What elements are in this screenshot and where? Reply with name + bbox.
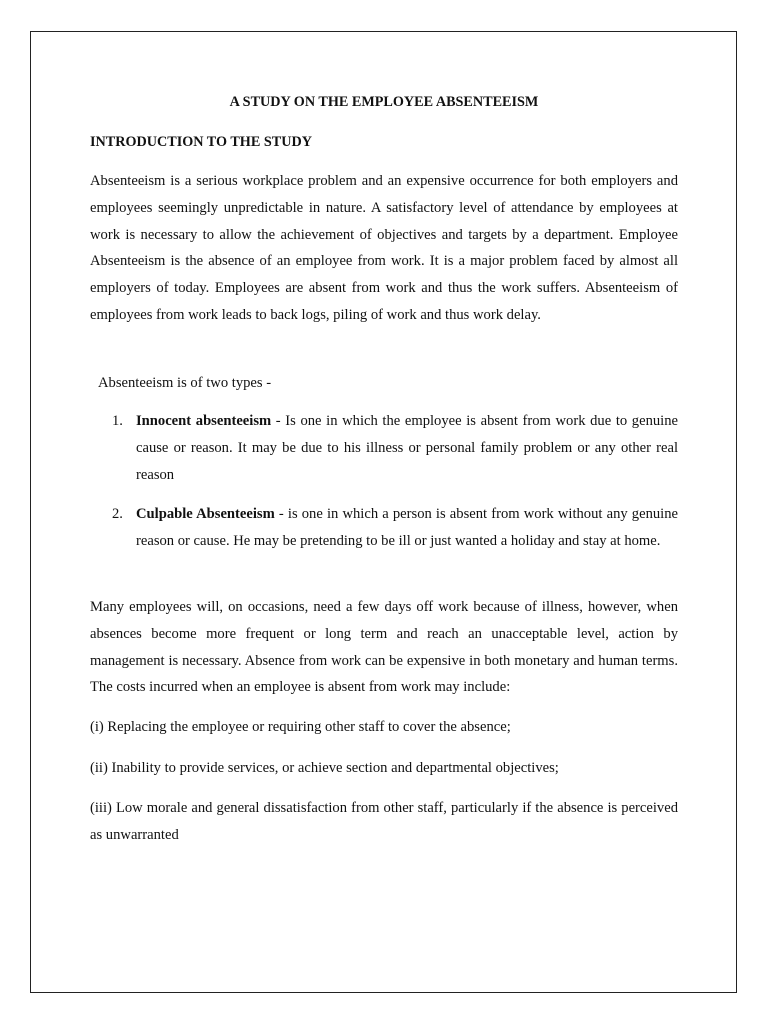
- section-heading: INTRODUCTION TO THE STUDY: [90, 134, 312, 150]
- list-term: Culpable Absenteeism: [136, 506, 275, 522]
- costs-paragraph: Many employees will, on occasions, need a few days off work because of illness, however, when absences become more frequent or long term and reach an unacceptable level, action by management is necessary. Absence from work can be expensive in both monetary and human terms. The costs incurred when an employee is absent from work may include:: [90, 599, 678, 696]
- cost-item: (ii) Inability to provide services, or achieve section and departmental objectives;: [90, 760, 559, 776]
- list-description: - Is one in which the employee is absent from work due to genuine cause or reason. It may be due to his illness or personal family problem or any other real reason: [136, 413, 678, 483]
- intro-paragraph: Absenteeism is a serious workplace problem and an expensive occurrence for both employers and employees seemingly unpredictable in nature. A satisfactory level of attendance by employees at work is necessary to allow the achievement of objectives and targets by a department. Employee Absenteeism is the absence of an employee from work. It is a major problem faced by almost all employers of today. Employees are absent from work and thus the work suffers. Absenteeism of employees from work leads to back logs, piling of work and thus work delay.: [90, 173, 678, 323]
- list-number: 2.: [112, 506, 123, 522]
- cost-item: (i) Replacing the employee or requiring other staff to cover the absence;: [90, 719, 511, 735]
- list-text: [136, 408, 678, 488]
- list-number: 1.: [112, 413, 123, 429]
- list-description: - is one in which a person is absent from work without any genuine reason or cause. He may be pretending to be ill or just wanted a holiday and stay at home.: [136, 506, 679, 549]
- document-title: A STUDY ON THE EMPLOYEE ABSENTEEISM: [229, 94, 539, 110]
- list-text: [136, 501, 678, 555]
- types-intro: Absenteeism is of two types -: [98, 375, 272, 391]
- list-term: Innocent absenteeism: [136, 413, 272, 429]
- cost-item: (iii) Low morale and general dissatisfaction from other staff, particularly if the absence is perceived as unwarranted: [90, 800, 678, 843]
